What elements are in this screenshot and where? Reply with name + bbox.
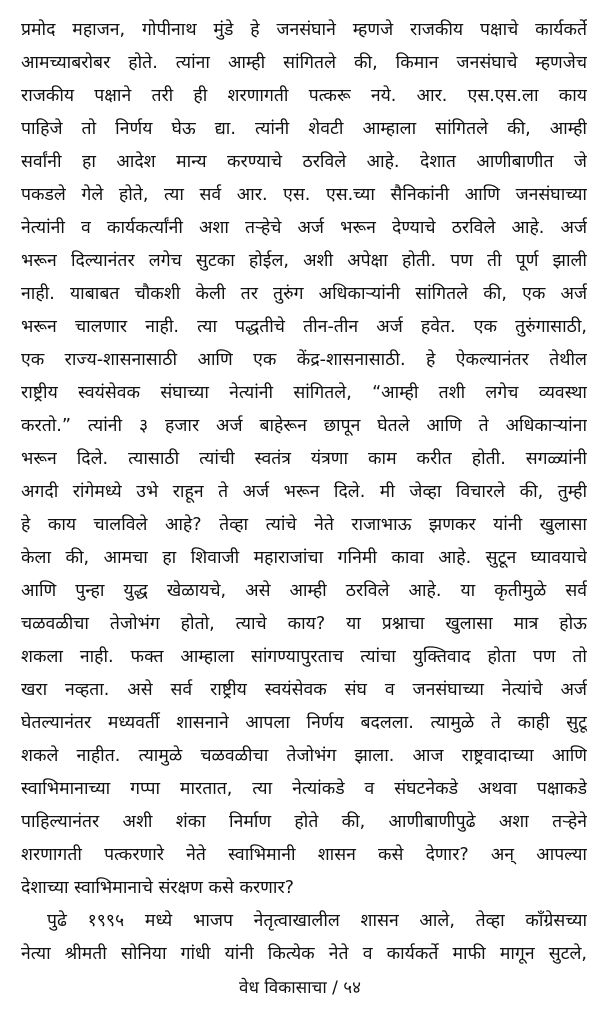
text-line: स्वाभिमानाच्या गप्पा मारतात, त्या नेत्यांकडे व संघटनेकडे अथवा पक्षाकडे (21, 779, 587, 799)
text-line: भरून दिल्यानंतर लगेच सुटका होईल, अशी अपेक्षा होती. पण ती पूर्ण झाली (21, 251, 587, 271)
text-line: भरून चालणार नाही. त्या पद्धतीचे तीन-तीन अर्ज हवेत. एक तुरुंगासाठी, (21, 317, 587, 337)
text-line: पाहिजे तो निर्णय घेऊ द्या. त्यांनी शेवटी आम्हाला सांगितले की, आम्ही (21, 119, 587, 139)
text-line: खरा नव्हता. असे सर्व राष्ट्रीय स्वयंसेवक संघ व जनसंघाच्या नेत्यांचे अर्ज (21, 680, 587, 700)
text-line: नेत्यांनी व कार्यकर्त्यांनी अशा तऱ्हेचे अर्ज भरून देण्याचे ठरविले आहे. अर्ज (21, 218, 587, 238)
body-text (21, 14, 587, 971)
text-line: राष्ट्रीय स्वयंसेवक संघाच्या नेत्यांनी सांगितले, “आम्ही तशी लगेच व्यवस्था (21, 383, 587, 403)
text-line: आणि पुन्हा युद्ध खेळायचे, असे आम्ही ठरविले आहे. या कृतीमुळे सर्व (21, 581, 587, 601)
text-line: प्रमोद महाजन, गोपीनाथ मुंडे हे जनसंघाने म्हणजे राजकीय पक्षाचे कार्यकर्ते (21, 20, 587, 40)
text-line: पाहिल्यानंतर अशी शंका निर्माण होते की, आणीबाणीपुढे अशा तऱ्हेने (21, 812, 587, 832)
paragraph-2 (21, 905, 587, 971)
text-line: नाही. याबाबत चौकशी केली तर तुरुंग अधिकाऱ्यांनी सांगितले की, एक अर्ज (21, 284, 587, 304)
text-line: अगदी रांगेमध्ये उभे राहून ते अर्ज भरून दिले. मी जेव्हा विचारले की, तुम्ही (21, 482, 587, 502)
text-line: नेत्या श्रीमती सोनिया गांधी यांनी कित्येक नेते व कार्यकर्ते माफी मागून सुटले, (21, 944, 587, 964)
text-line: आमच्याबरोबर होते. त्यांना आम्ही सांगितले की, किमान जनसंघाचे म्हणजेच (21, 53, 587, 73)
text-line: चळवळीचा तेजोभंग होतो, त्याचे काय? या प्रश्नाचा खुलासा मात्र होऊ (21, 614, 587, 634)
text-line: देशाच्या स्वाभिमानाचे संरक्षण कसे करणार? (21, 878, 294, 898)
text-line: सर्वांनी हा आदेश मान्य करण्याचे ठरविले आहे. देशात आणीबाणीत जे (21, 152, 587, 172)
text-line: पकडले गेले होते, त्या सर्व आर. एस. एस.च्या सैनिकांनी आणि जनसंघाच्या (21, 185, 587, 205)
text-line: शरणागती पत्करणारे नेते स्वाभिमानी शासन कसे देणार? अन् आपल्या (21, 845, 587, 865)
text-line: केला की, आमचा हा शिवाजी महाराजांचा गनिमी कावा आहे. सुटून घ्यावयाचे (21, 548, 587, 568)
text-line: शकला नाही. फक्त आम्हाला सांगण्यापुरताच त्यांचा युक्तिवाद होता पण तो (21, 647, 587, 667)
text-line: शकले नाहीत. त्यामुळे चळवळीचा तेजोभंग झाला. आज राष्ट्रवादाच्या आणि (21, 746, 587, 766)
text-line: हे काय चालविले आहे? तेव्हा त्यांचे नेते राजाभाऊ झणकर यांनी खुलासा (21, 515, 587, 535)
text-line: भरून दिले. त्यासाठी त्यांची स्वतंत्र यंत्रणा काम करीत होती. सगळ्यांनी (21, 449, 587, 469)
text-line: घेतल्यानंतर मध्यवर्ती शासनाने आपला निर्णय बदलला. त्यामुळे ते काही सुटू (21, 713, 587, 733)
text-line: एक राज्य-शासनासाठी आणि एक केंद्र-शासनासाठी. हे ऐकल्यानंतर तेथील (21, 350, 587, 370)
page-footer: वेध विकासाचा / ५४ (239, 978, 361, 998)
paragraph-1 (21, 14, 587, 905)
text-line: पुढे १९९५ मध्ये भाजप नेतृत्वाखालील शासन आले, तेव्हा कॉंग्रेसच्या (47, 911, 587, 931)
text-line: राजकीय पक्षाने तरी ही शरणागती पत्करू नये. आर. एस.एस.ला काय (21, 86, 587, 106)
text-line: करतो.” त्यांनी ३ हजार अर्ज बाहेरून छापून घेतले आणि ते अधिकाऱ्यांना (21, 416, 587, 436)
